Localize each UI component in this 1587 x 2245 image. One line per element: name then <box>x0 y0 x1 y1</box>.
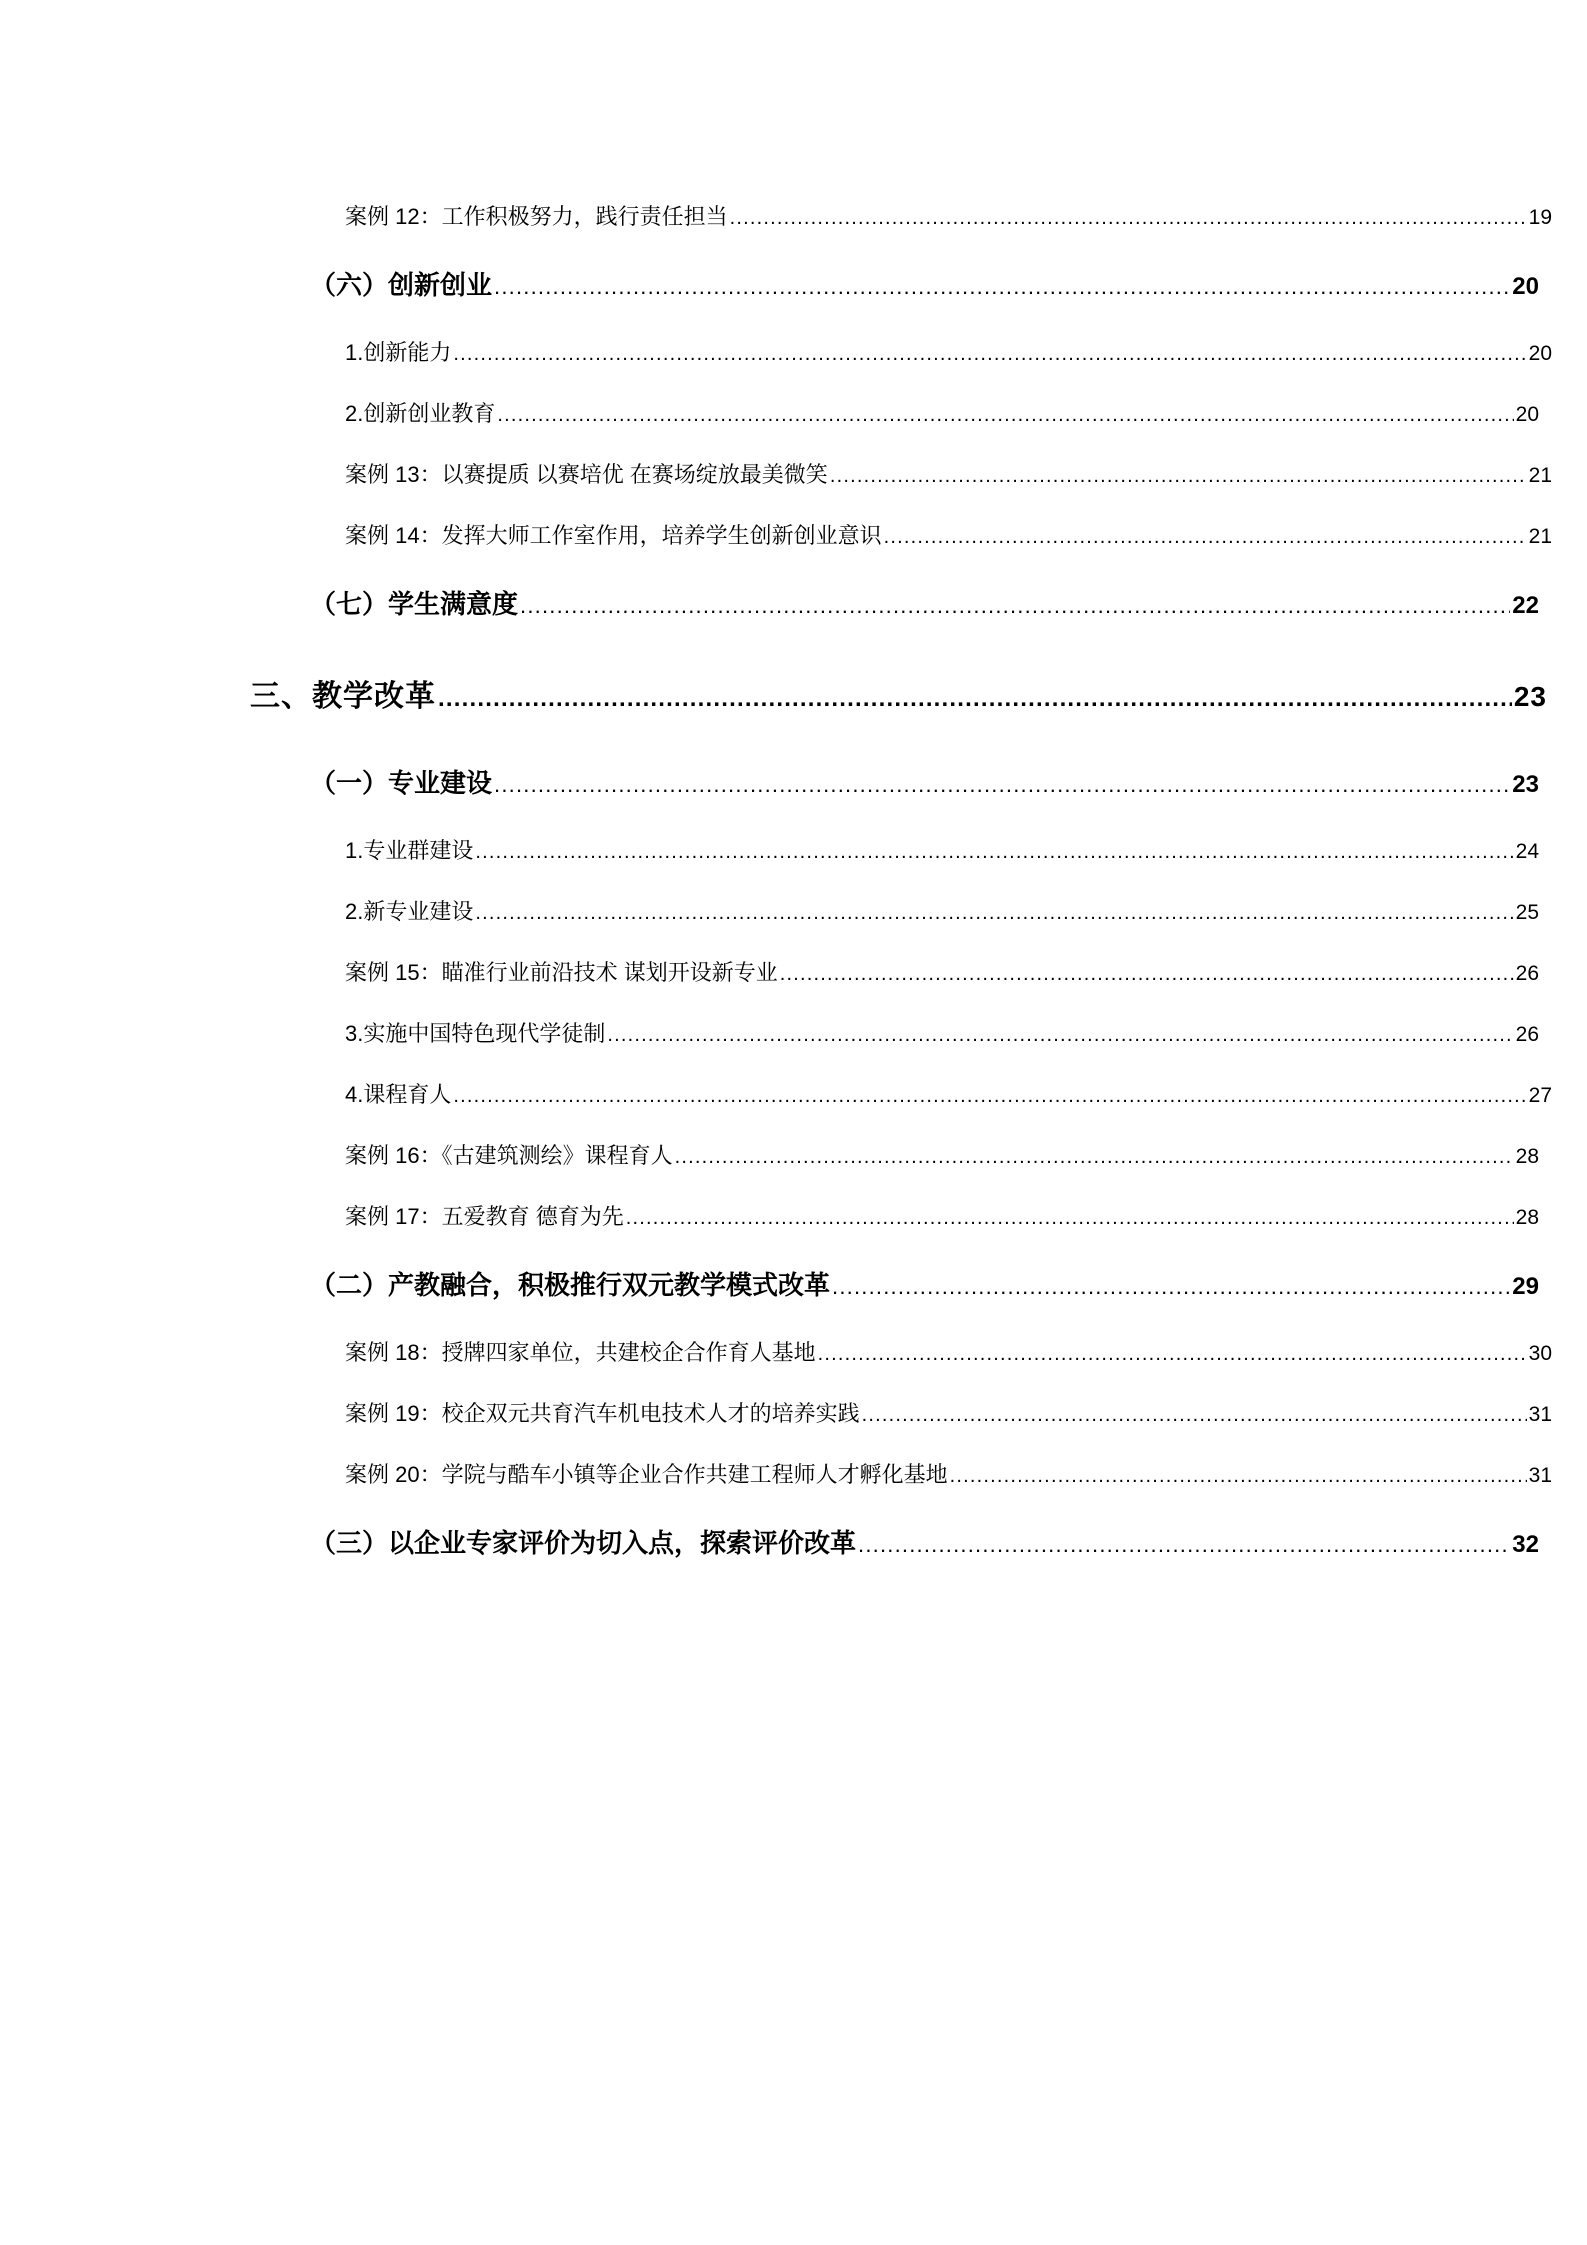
toc-leader-dots <box>950 1462 1527 1488</box>
toc-entry-page-number: 25 <box>1515 901 1539 924</box>
toc-leader-dots <box>475 899 1513 925</box>
toc-entry-label: 案例 13：以赛提质 以赛培优 在赛场绽放最美微笑 <box>345 462 828 487</box>
toc-entry-label: 案例 16：《古建筑测绘》课程育人 <box>345 1143 673 1168</box>
toc-entry[interactable] <box>0 956 1587 987</box>
toc-entry-page-number: 22 <box>1512 592 1539 619</box>
toc-entry[interactable] <box>0 671 1587 715</box>
toc-entry-page-number: 28 <box>1515 1206 1539 1229</box>
toc-entry-page-number: 24 <box>1515 840 1539 863</box>
toc-entry[interactable] <box>0 1397 1587 1428</box>
toc-entry[interactable] <box>0 763 1587 800</box>
toc-entry-label: （六）创新创业 <box>310 270 493 300</box>
toc-entry-label: 案例 17：五爱教育 德育为先 <box>345 1204 624 1229</box>
toc-entry-page-number: 26 <box>1515 962 1539 985</box>
toc-entry[interactable] <box>0 1265 1587 1302</box>
toc-entry-page-number: 29 <box>1512 1273 1539 1300</box>
toc-entry-label: （二）产教融合，积极推行双元教学模式改革 <box>310 1270 831 1300</box>
toc-entry-page-number: 20 <box>1528 342 1552 365</box>
toc-entry-page-number: 26 <box>1515 1023 1539 1046</box>
toc-entry-label: 2.创新创业教育 <box>345 401 496 426</box>
toc-entry-label: 4.课程育人 <box>345 1082 452 1107</box>
toc-entry-label: 案例 12：工作积极努力，践行责任担当 <box>345 204 728 229</box>
toc-entry-page-number: 21 <box>1528 525 1552 548</box>
toc-leader-dots <box>818 1340 1527 1366</box>
toc-leader-dots <box>607 1021 1513 1047</box>
toc-entry[interactable] <box>0 1458 1587 1489</box>
toc-leader-dots <box>675 1143 1514 1169</box>
toc-entry-page-number: 23 <box>1513 681 1547 712</box>
toc-entry-page-number: 31 <box>1528 1464 1552 1487</box>
toc-leader-dots <box>520 589 1510 620</box>
toc-entry-page-number: 20 <box>1515 403 1539 426</box>
toc-entry-label: （一）专业建设 <box>310 768 493 798</box>
toc-entry-label: （七）学生满意度 <box>310 589 519 619</box>
toc-entry-page-number: 30 <box>1528 1342 1552 1365</box>
toc-entry[interactable] <box>0 1078 1587 1109</box>
toc-entry-page-number: 27 <box>1528 1084 1552 1107</box>
toc-entry[interactable] <box>0 1017 1587 1048</box>
toc-leader-dots <box>494 270 1510 301</box>
toc-leader-dots <box>780 960 1514 986</box>
toc-entry-label: 案例 20：学院与酷车小镇等企业合作共建工程师人才孵化基地 <box>345 1462 948 1487</box>
toc-entry-label: 1.专业群建设 <box>345 838 474 863</box>
toc-entry-page-number: 28 <box>1515 1145 1539 1168</box>
toc-leader-dots <box>858 1528 1510 1559</box>
toc-leader-dots <box>626 1204 1514 1230</box>
toc-leader-dots <box>730 204 1527 230</box>
toc-entry[interactable] <box>0 834 1587 865</box>
toc-leader-dots <box>475 838 1513 864</box>
toc-entry-label: 案例 19：校企双元共育汽车机电技术人才的培养实践 <box>345 1401 860 1426</box>
toc-entry-label: 2.新专业建设 <box>345 899 474 924</box>
table-of-contents <box>0 170 1587 1594</box>
toc-entry-label: 1.创新能力 <box>345 340 452 365</box>
toc-entry-label: 三、教学改革 <box>250 680 436 713</box>
toc-entry-page-number: 20 <box>1512 273 1539 300</box>
toc-leader-dots <box>497 401 1513 427</box>
toc-entry-label: 案例 18：授牌四家单位，共建校企合作育人基地 <box>345 1340 816 1365</box>
toc-leader-dots <box>453 1082 1526 1108</box>
toc-entry[interactable] <box>0 584 1587 621</box>
toc-entry-page-number: 21 <box>1528 464 1552 487</box>
toc-leader-dots <box>494 768 1510 799</box>
toc-entry[interactable] <box>0 200 1587 231</box>
toc-leader-dots <box>830 462 1527 488</box>
toc-entry-page-number: 31 <box>1528 1403 1552 1426</box>
toc-entry[interactable] <box>0 458 1587 489</box>
toc-leader-dots <box>453 340 1526 366</box>
toc-entry-label: （三）以企业专家评价为切入点，探索评价改革 <box>310 1528 857 1558</box>
toc-entry-label: 案例 15：瞄准行业前沿技术 谋划开设新专业 <box>345 960 778 985</box>
toc-entry[interactable] <box>0 1200 1587 1231</box>
toc-entry[interactable] <box>0 1523 1587 1560</box>
toc-entry[interactable] <box>0 265 1587 302</box>
toc-entry-page-number: 23 <box>1512 771 1539 798</box>
toc-leader-dots <box>832 1270 1510 1301</box>
toc-entry[interactable] <box>0 336 1587 367</box>
toc-entry-label: 3.实施中国特色现代学徒制 <box>345 1021 606 1046</box>
toc-entry-label: 案例 14：发挥大师工作室作用，培养学生创新创业意识 <box>345 523 882 548</box>
toc-entry[interactable] <box>0 895 1587 926</box>
toc-leader-dots <box>438 680 1512 714</box>
toc-entry-page-number: 19 <box>1528 206 1552 229</box>
toc-entry[interactable] <box>0 1336 1587 1367</box>
toc-entry[interactable] <box>0 397 1587 428</box>
toc-entry-page-number: 32 <box>1512 1531 1539 1558</box>
toc-leader-dots <box>862 1401 1527 1427</box>
toc-entry[interactable] <box>0 1139 1587 1170</box>
toc-entry[interactable] <box>0 519 1587 550</box>
toc-leader-dots <box>884 523 1527 549</box>
